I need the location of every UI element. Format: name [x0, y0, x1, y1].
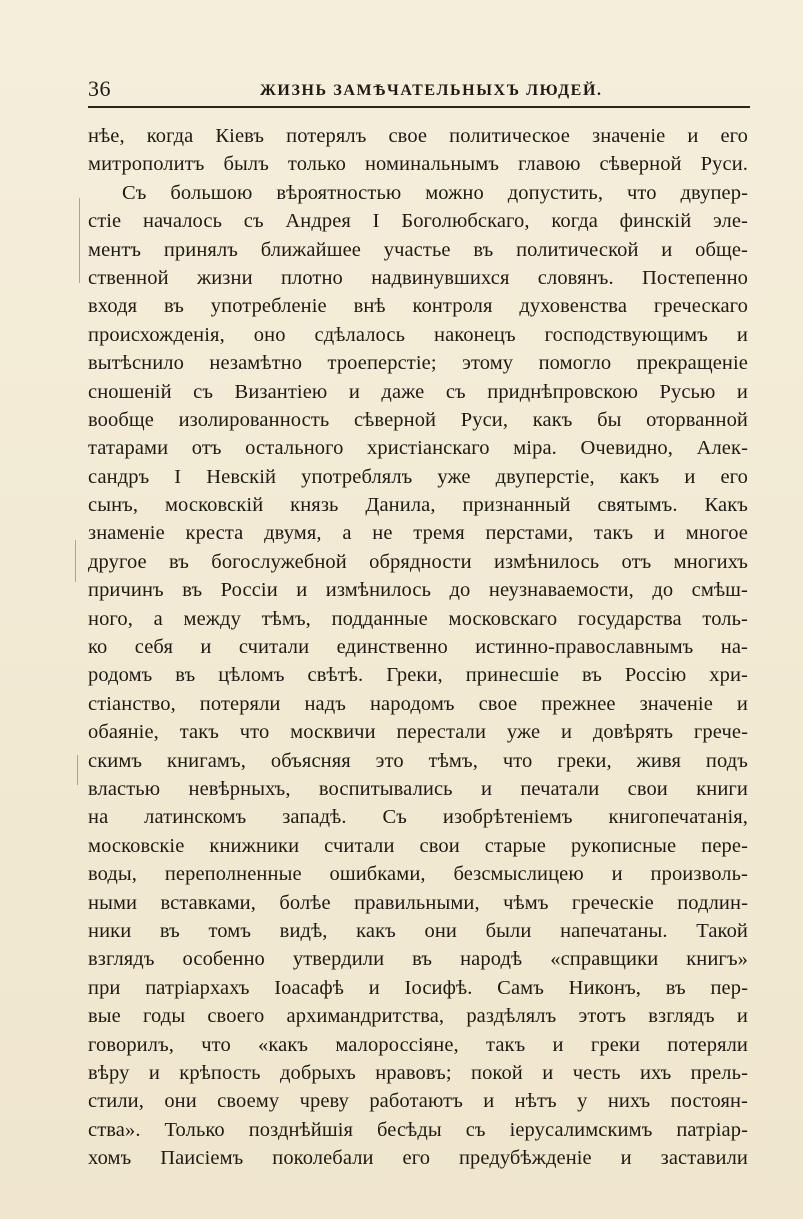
text-line: ства». Только позднѣйшія бесѣды съ іерусалимскимъ патріар- — [88, 1118, 748, 1141]
text-line: воды, переполненные ошибками, безсмыслицею и произволь- — [88, 863, 748, 886]
text-line: родомъ въ цѣломъ свѣтѣ. Греки, принесшіе въ Россію хри- — [88, 664, 748, 687]
text-line: ники въ томъ видѣ, какъ они были напечатаны. Такой — [88, 919, 748, 942]
margin-mark — [75, 540, 76, 582]
text-line: стіе началось съ Андрея I Боголюбскаго, когда финскій эле- — [88, 210, 748, 233]
body-text — [88, 122, 748, 1172]
text-line: ными вставками, болѣе правильными, чѣмъ греческіе подлин- — [88, 891, 748, 914]
text-line: ного, а между тѣмъ, подданные московскаго государства толь- — [88, 607, 748, 630]
text-line: татарами отъ остального христіанскаго міра. Очевидно, Алек- — [88, 437, 748, 460]
header-rule — [88, 106, 750, 108]
text-line: сынъ, московскій князь Данила, признанный святымъ. Какъ — [88, 494, 748, 517]
text-line: входя въ употребленіе внѣ контроля духовенства греческаго — [88, 295, 748, 318]
text-line: происхожденія, оно сдѣлалось наконецъ господствующимъ и — [88, 323, 748, 346]
text-line: московскіе книжники считали свои старые рукописные пере- — [88, 834, 748, 857]
text-line: хомъ Паисіемъ поколебали его предубѣжденіе и заставили — [88, 1147, 748, 1170]
text-line: стіанство, потеряли надъ народомъ свое прежнее значеніе и — [88, 692, 748, 715]
text-line: властью невѣрныхъ, воспитывались и печатали свои книги — [88, 777, 748, 800]
text-line: вѣру и крѣпость добрыхъ нравовъ; покой и честь ихъ прель- — [88, 1061, 748, 1084]
running-title: ЖИЗНЬ ЗАМѢЧАТЕЛЬНЫХЪ ЛЮДЕЙ. — [260, 82, 603, 99]
text-line: другое въ богослужебной обрядности измѣнилось отъ многихъ — [88, 550, 748, 573]
text-line: ко себя и считали единственно истинно-православнымъ на- — [88, 636, 748, 659]
text-line: вытѣснило незамѣтно троеперстіе; этому помогло прекращеніе — [88, 352, 748, 375]
margin-mark — [79, 198, 80, 283]
text-line: сандръ I Невскій употреблялъ уже двуперстіе, какъ и его — [88, 465, 748, 488]
text-line: знаменіе креста двумя, а не тремя перстами, такъ и многое — [88, 522, 748, 545]
margin-mark — [77, 755, 78, 785]
text-line: ственной жизни плотно надвинувшихся словянъ. Постепенно — [88, 266, 748, 289]
text-line: нѣе, когда Кіевъ потерялъ свое политическое значеніе и его — [88, 125, 748, 147]
text-line: при патріархахъ Іоасафѣ и Іосифѣ. Самъ Никонъ, въ пер- — [88, 976, 748, 999]
text-line: скимъ книгамъ, объясняя это тѣмъ, что греки, живя подъ — [88, 749, 748, 772]
text-line: вые годы своего архимандритства, раздѣлялъ этотъ взглядъ и — [88, 1005, 748, 1028]
page-header — [88, 76, 750, 108]
text-line: обаяніе, такъ что москвичи перестали уже и довѣрять грече- — [88, 721, 748, 744]
text-line: сношеній съ Византіею и даже съ приднѣпровскою Русью и — [88, 380, 748, 403]
text-line: говорилъ, что «какъ малороссіяне, такъ и греки потеряли — [88, 1033, 748, 1056]
text-line: причинъ въ Россіи и измѣнилось до неузнаваемости, до смѣш- — [88, 579, 748, 602]
text-line: Съ большою вѣроятностью можно допустить, что двупер- — [122, 181, 748, 204]
page-number: 36 — [88, 76, 111, 101]
text-line: на латинскомъ западѣ. Съ изобрѣтеніемъ книгопечатанія, — [88, 806, 748, 829]
text-line: стили, они своему чреву работаютъ и нѣтъ у нихъ постоян- — [88, 1090, 748, 1113]
text-line: ментъ принялъ ближайшее участье въ политической и обще- — [88, 238, 748, 261]
text-line: вообще изолированность сѣверной Руси, какъ бы оторванной — [88, 408, 748, 431]
text-line: взглядъ особенно утвердили въ народѣ «справщики книгъ» — [88, 948, 748, 971]
text-line: митрополитъ былъ только номинальнымъ главою сѣверной Руси. — [88, 153, 748, 176]
